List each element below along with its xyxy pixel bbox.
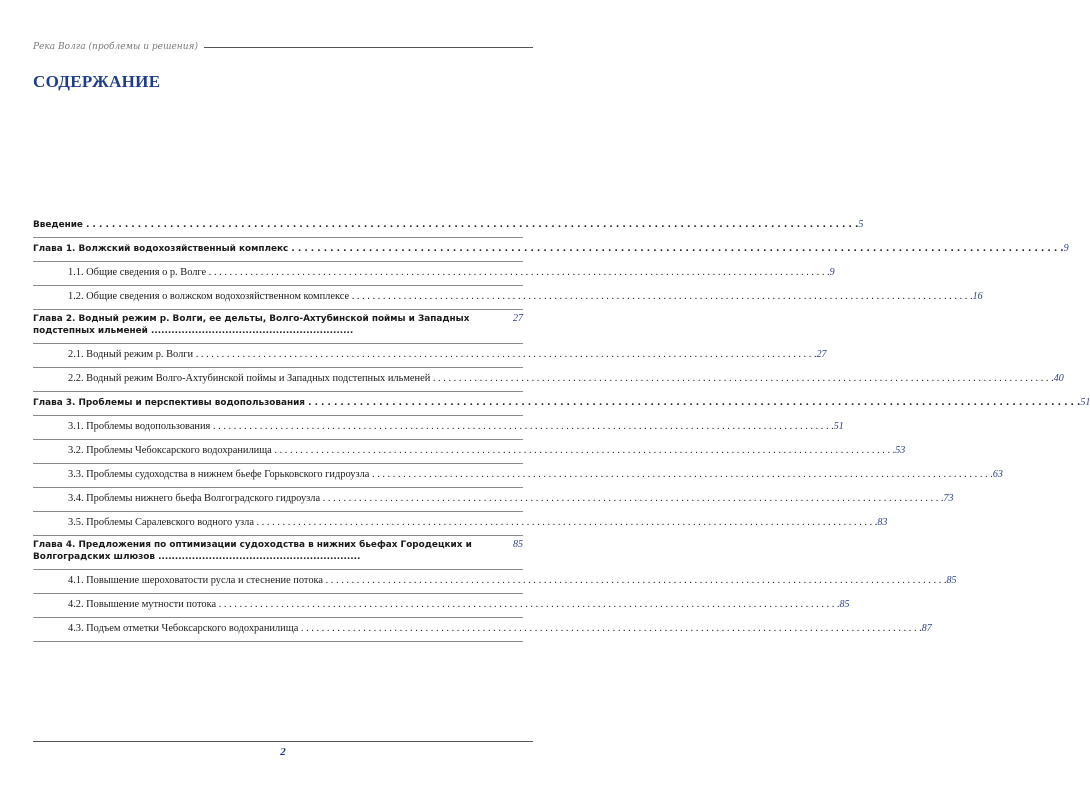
toc-section-entry[interactable]: [33, 286, 983, 310]
toc-entry-title: [33, 373, 1054, 385]
dot-leaders: . . . . . . . . . . . . . . . . . . . . . . . . . . . . . . . . . . . . . . . . . . . . . . . . . . . . . . . . . . . . . . . . . . . . . . . . . . . . . . . . . . . . . . . . . . . . . . . . . . . . . . . . . . . . . . . . . . . . . . . .: [210, 421, 834, 432]
dot-leaders: . . . . . . . . . . . . . . . . . . . . . . . . . . . . . . . . . . . . . . . . . . . . . . . . . . . . . . . . . . . . . . . . . . . . . . . . . . . . . . . . . . . . . . . . . . . . . . . . . . . . . . . . . . . . . . . . . . . . . . . .: [320, 493, 944, 504]
toc-section-entry[interactable]: [33, 262, 835, 286]
toc-page-number: 85: [946, 575, 957, 586]
toc-section-entry[interactable]: [33, 368, 1064, 392]
toc-page-number: 40: [1053, 373, 1064, 384]
toc-section-entry[interactable]: [33, 440, 906, 464]
toc-entry-label: 2.2. Водный режим Волго-Ахтубинской поймы и Западных подстепных ильменей: [68, 373, 431, 384]
toc-entry-label: 1.1. Общие сведения о р. Волге: [68, 267, 207, 278]
toc-entry-title: [33, 313, 493, 337]
toc-entry-title: [33, 349, 817, 361]
dot-leaders: . . . . . . . . . . . . . . . . . . . . . . . . . . . . . . . . . . . . . . . . . . . . . . . . . . . . . . . . . . . . . . . . . . . . . . . . . . . . . . . . . . . . . . . . . . . . . . . . . . . . . . . . . . . . . . . . . . . . . . . .: [430, 373, 1054, 384]
dot-leaders: . . . . . . . . . . . . . . . . . . . . . . . . . . . . . . . . . . . . . . . . . . . . . . . . . . . . . . . . . . . . . . . . . . . . . . . . . . . . . . . . . . . . . . . . . . . . . . . . . . . . . . . . . . . . . . . . . . . . . . . .: [271, 445, 896, 456]
toc-entry-label: 3.1. Проблемы водопользования: [68, 421, 211, 432]
dot-leaders: . . . . . . . . . . . . . . . . . . . . . . . . . . . . . . . . . . . . . . . . . . . . . . . . . . . . . . . . . . . . . . . . . . . . . . . . . . . . . . . . . . . . . . . . . . . . . . . . . . . . . . . . . . . . . . . . . . . . . . . .: [288, 244, 1064, 254]
toc-section-entry[interactable]: [33, 344, 827, 368]
toc-chapter-entry[interactable]: [33, 536, 523, 570]
toc-entry-title: [33, 243, 1064, 255]
toc-entry-label: Глава 3. Проблемы и перспективы водопользования: [33, 398, 306, 408]
dot-leaders: . . . . . . . . . . . . . . . . . . . . . . . . . . . . . . . . . . . . . . . . . . . . . . . . . . . . . . . . . . . . . . . . . . . . . . . . . . . . . . . . . . . . . . . . . . . . . . . . . . . . . . . . . . . . . . . . . . . . . . . .: [298, 623, 922, 634]
toc-page-number: 16: [972, 291, 983, 302]
page-title: СОДЕРЖАНИЕ: [33, 72, 161, 91]
toc-section-entry[interactable]: [33, 464, 1003, 488]
dot-leaders: . . . . . . . . . . . . . . . . . . . . . . . . . . . . . . . . . . . . . . . . . . . . . . . . . . . . . . . . . . . . . . . . . . . . . . . . . . . . . . . . . . . . . . . . . . . . . . . . . . . . . . . . . . . . . . . . . . . . . . . .: [305, 398, 1081, 408]
dot-leaders: . . . . . . . . . . . . . . . . . . . . . . . . . . . . . . . . . . . . . . . . . . . . . . . . . . . . . . . . . . . . . . . . . . . . . . . . . . . . . . . . . . . . . . . . . . . . . . . . . . . . . . . . . . . . . . . . . . . . . . . .: [349, 291, 973, 302]
dot-leaders: ............................................................: [154, 552, 361, 562]
dot-leaders: . . . . . . . . . . . . . . . . . . . . . . . . . . . . . . . . . . . . . . . . . . . . . . . . . . . . . . . . . . . . . . . . . . . . . . . . . . . . . . . . . . . . . . . . . . . . . . . . . . . . . . . . . . . . . . . . . . . . . . . .: [82, 220, 859, 230]
toc-entry-label: 4.2. Повышение мутности потока: [68, 599, 217, 610]
toc-entry-title: [33, 469, 993, 481]
toc-chapter-entry[interactable]: [33, 310, 523, 344]
toc-entry-label: 2.1. Водный режим р. Волги: [68, 349, 194, 360]
toc-entry-label: Введение: [33, 220, 83, 230]
toc-entry-title: [33, 623, 922, 635]
toc-entry-title: [33, 267, 830, 279]
toc-section-entry[interactable]: [33, 594, 850, 618]
toc-page-number: 9: [1063, 243, 1069, 254]
toc-entry-label: Глава 4. Предложения по оптимизации судоходства в нижних бьефах Городецких и Волгоградских шлюзов: [33, 540, 472, 562]
toc-entry-label: 1.2. Общие сведения о волжском водохозяйственном комплексе: [68, 291, 350, 302]
toc-page-number: 63: [992, 469, 1003, 480]
toc-section-entry[interactable]: [33, 512, 888, 536]
toc-chapter-entry[interactable]: [33, 392, 1090, 416]
toc-page-number: 9: [829, 267, 835, 278]
toc-entry-label: 4.1. Повышение шероховатости русла и стеснение потока: [68, 575, 324, 586]
toc-page-number: 87: [921, 623, 932, 634]
toc-entry-label: Глава 2. Водный режим р. Волги, ее дельты, Волго-Ахтубинской поймы и Западных подстепных ильменей: [33, 314, 470, 336]
dot-leaders: . . . . . . . . . . . . . . . . . . . . . . . . . . . . . . . . . . . . . . . . . . . . . . . . . . . . . . . . . . . . . . . . . . . . . . . . . . . . . . . . . . . . . . . . . . . . . . . . . . . . . . . . . . . . . . . . . . . . . . . .: [193, 349, 817, 360]
dot-leaders: . . . . . . . . . . . . . . . . . . . . . . . . . . . . . . . . . . . . . . . . . . . . . . . . . . . . . . . . . . . . . . . . . . . . . . . . . . . . . . . . . . . . . . . . . . . . . . . . . . . . . . . . . . . . . . . . . . . . . . . .: [323, 575, 947, 586]
toc-section-entry[interactable]: [33, 618, 932, 642]
toc-entry-title: [33, 445, 895, 457]
toc-entry-title: [33, 291, 973, 303]
toc-section-entry[interactable]: [33, 488, 954, 512]
running-head: [33, 40, 533, 54]
dot-leaders: . . . . . . . . . . . . . . . . . . . . . . . . . . . . . . . . . . . . . . . . . . . . . . . . . . . . . . . . . . . . . . . . . . . . . . . . . . . . . . . . . . . . . . . . . . . . . . . . . . . . . . . . . . . . . . . . . . . . . . . .: [369, 469, 993, 480]
toc-entry-label: 3.2. Проблемы Чебоксарского водохранилища: [68, 445, 272, 456]
toc-page-number: 85: [513, 539, 523, 550]
toc-entry-label: 3.4. Проблемы нижнего бьефа Волгоградского гидроузла: [68, 493, 321, 504]
toc-entry-label: Глава 1. Волжский водохозяйственный комплекс: [33, 244, 289, 254]
table-of-contents: [33, 214, 1090, 642]
toc-page-number: 53: [895, 445, 906, 456]
toc-page-number: 51: [833, 421, 844, 432]
toc-entry-title: [33, 219, 858, 231]
toc-entry-label: 3.5. Проблемы Саралевского водного узла: [68, 517, 254, 528]
toc-section-entry[interactable]: [33, 570, 957, 594]
dot-leaders: . . . . . . . . . . . . . . . . . . . . . . . . . . . . . . . . . . . . . . . . . . . . . . . . . . . . . . . . . . . . . . . . . . . . . . . . . . . . . . . . . . . . . . . . . . . . . . . . . . . . . . . . . . . . . . . . . . . . . . . .: [216, 599, 840, 610]
page-number: 2: [280, 746, 286, 758]
toc-chapter-entry[interactable]: [33, 238, 1069, 262]
running-head-rule: [204, 47, 533, 48]
toc-page-number: 27: [816, 349, 827, 360]
toc-page-number: 51: [1080, 397, 1090, 408]
running-head-text: Река Волга (проблемы и решения): [33, 42, 199, 52]
toc-entry-title: [33, 421, 834, 433]
toc-page-number: 83: [877, 517, 888, 528]
toc-entry-title: [33, 397, 1080, 409]
footer-rule: [33, 741, 533, 742]
toc-entry-label: 3.3. Проблемы судоходства в нижнем бьефе Горьковского гидроузла: [68, 469, 370, 480]
toc-entry-label: 4.3. Подъем отметки Чебоксарского водохранилища: [68, 623, 299, 634]
toc-entry-title: [33, 539, 493, 563]
toc-entry-title: [33, 517, 877, 529]
toc-section-entry[interactable]: [33, 416, 844, 440]
dot-leaders: . . . . . . . . . . . . . . . . . . . . . . . . . . . . . . . . . . . . . . . . . . . . . . . . . . . . . . . . . . . . . . . . . . . . . . . . . . . . . . . . . . . . . . . . . . . . . . . . . . . . . . . . . . . . . . . . . . . . . . . .: [206, 267, 830, 278]
toc-page-number: 85: [839, 599, 850, 610]
toc-page-number: 5: [858, 219, 864, 230]
dot-leaders: . . . . . . . . . . . . . . . . . . . . . . . . . . . . . . . . . . . . . . . . . . . . . . . . . . . . . . . . . . . . . . . . . . . . . . . . . . . . . . . . . . . . . . . . . . . . . . . . . . . . . . . . . . . . . . . . . . . . . . . .: [253, 517, 878, 528]
toc-entry-title: [33, 575, 946, 587]
toc-chapter-entry[interactable]: [33, 214, 864, 238]
toc-entry-title: [33, 599, 840, 611]
toc-page-number: 27: [513, 313, 523, 324]
dot-leaders: ............................................................: [147, 326, 354, 336]
toc-page-number: 73: [943, 493, 954, 504]
toc-entry-title: [33, 493, 944, 505]
